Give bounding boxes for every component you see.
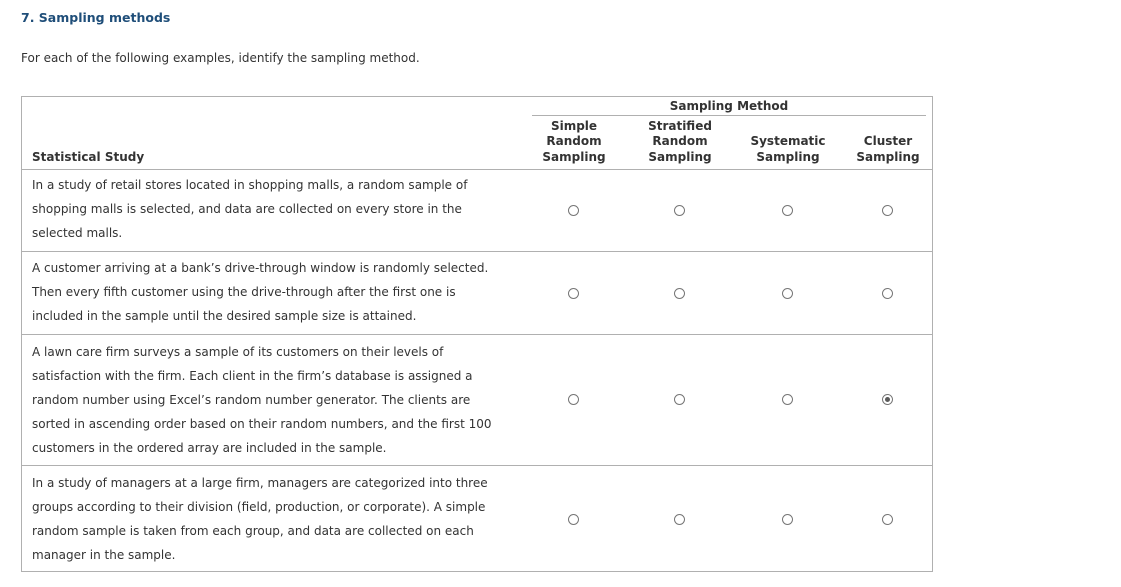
radio-row3-cluster[interactable] bbox=[882, 394, 893, 405]
radio-row1-stratified-random[interactable] bbox=[674, 205, 685, 216]
radio-row4-simple-random[interactable] bbox=[568, 514, 579, 525]
radio-row4-systematic[interactable] bbox=[782, 514, 793, 525]
radio-row3-simple-random[interactable] bbox=[568, 394, 579, 405]
statistical-study-header: Statistical Study bbox=[32, 150, 145, 164]
radio-row2-stratified-random[interactable] bbox=[674, 288, 685, 299]
study-text-1: In a study of retail stores located in shopping malls, a random sample of shopping malls is selected, and data are collected on every store in the selected malls. bbox=[32, 178, 468, 240]
col-header-simple-random: Simple Random Sampling bbox=[542, 118, 606, 164]
col-header-systematic: Systematic Sampling bbox=[750, 134, 826, 164]
radio-row4-cluster[interactable] bbox=[882, 514, 893, 525]
radio-row4-stratified-random[interactable] bbox=[674, 514, 685, 525]
study-row-4 bbox=[22, 466, 932, 571]
question-instructions: For each of the following examples, identify the sampling method. bbox=[21, 51, 420, 65]
study-text-2: A customer arriving at a bank’s drive-through window is randomly selected. Then every fifth customer using the drive-through after the first one is included in the sample until the desired sample size is attained. bbox=[32, 261, 489, 323]
col-header-stratified-random: Stratified Random Sampling bbox=[648, 118, 712, 164]
radio-row2-cluster[interactable] bbox=[882, 288, 893, 299]
study-text-3: A lawn care firm surveys a sample of its customers on their levels of satisfaction with the firm. Each client in the firm’s database is assigned a random number using Excel’s random number generator. The clients are sorted in ascending order based on their random numbers, and the first 100 customers in the ordered array are included in the sample. bbox=[32, 345, 492, 455]
radio-row3-systematic[interactable] bbox=[782, 394, 793, 405]
radio-row2-systematic[interactable] bbox=[782, 288, 793, 299]
sampling-method-table bbox=[21, 96, 933, 572]
study-row-2 bbox=[22, 252, 932, 335]
radio-row1-simple-random[interactable] bbox=[568, 205, 579, 216]
col-header-cluster: Cluster Sampling bbox=[856, 134, 920, 164]
table-header bbox=[22, 97, 932, 170]
study-row-3 bbox=[22, 335, 932, 466]
radio-row2-simple-random[interactable] bbox=[568, 288, 579, 299]
study-text-4: In a study of managers at a large firm, managers are categorized into three groups according to their division (field, production, or corporate). A simple random sample is taken from each group, and data are collected on each manager in the sample. bbox=[32, 476, 488, 562]
study-row-1 bbox=[22, 169, 932, 252]
sampling-method-group-header: Sampling Method bbox=[669, 99, 789, 113]
group-header-divider bbox=[532, 115, 926, 116]
radio-row1-systematic[interactable] bbox=[782, 205, 793, 216]
radio-row3-stratified-random[interactable] bbox=[674, 394, 685, 405]
question-title: 7. Sampling methods bbox=[21, 10, 171, 25]
radio-row1-cluster[interactable] bbox=[882, 205, 893, 216]
